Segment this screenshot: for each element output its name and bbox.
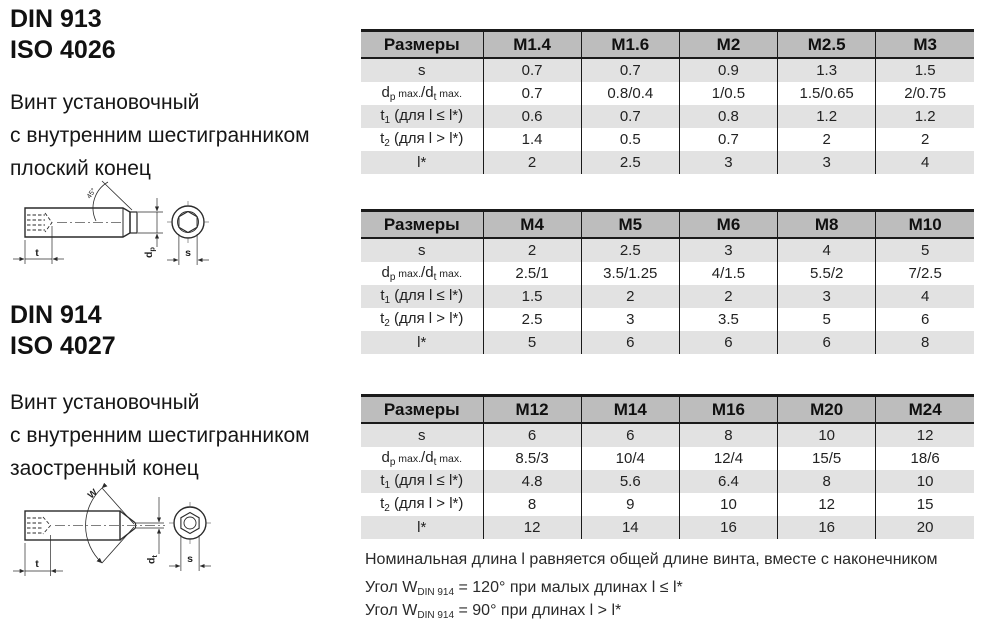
value-cell: 6 bbox=[778, 331, 876, 354]
size-column-header: M6 bbox=[679, 211, 777, 239]
text-part: (для l > l*) bbox=[389, 310, 464, 327]
value-cell: 1.4 bbox=[483, 128, 581, 151]
subscript: 1 bbox=[384, 480, 391, 491]
value-cell: 6 bbox=[876, 308, 974, 331]
value-cell: 4 bbox=[876, 285, 974, 308]
dimensions-header: Размеры bbox=[361, 211, 483, 239]
header-row bbox=[361, 31, 974, 59]
size-column-header: M5 bbox=[581, 211, 679, 239]
text-part: d bbox=[381, 84, 390, 101]
value-cell: 5 bbox=[778, 308, 876, 331]
subscript: DIN 914 bbox=[417, 587, 455, 598]
value-cell: 6.4 bbox=[679, 470, 777, 493]
subscript: t bbox=[433, 457, 437, 468]
size-column-header: M2 bbox=[679, 31, 777, 59]
point-diameter-label: $d_p$ bbox=[143, 246, 157, 258]
value-cell: 15/5 bbox=[778, 447, 876, 470]
table-row bbox=[361, 105, 974, 128]
size-column-header: M1.4 bbox=[483, 31, 581, 59]
hex-socket-outline bbox=[179, 212, 197, 233]
description-line: заостренный конец bbox=[10, 457, 199, 480]
value-cell: 0.5 bbox=[581, 128, 679, 151]
dimensions-table-large-sizes bbox=[361, 394, 974, 539]
text-part: (для l > l*) bbox=[389, 495, 464, 512]
row-label bbox=[361, 447, 483, 470]
cone-angle-label: W bbox=[85, 487, 100, 502]
value-cell: 1.5/0.65 bbox=[778, 82, 876, 105]
value-cell: 1.3 bbox=[778, 58, 876, 82]
value-cell: 3.5/1.25 bbox=[581, 262, 679, 285]
row-label bbox=[361, 423, 483, 447]
size-column-header: M3 bbox=[876, 31, 974, 59]
size-column-header: M2.5 bbox=[778, 31, 876, 59]
text-part: (для l ≤ l*) bbox=[390, 107, 464, 124]
value-cell: 4 bbox=[778, 238, 876, 262]
value-cell: 6 bbox=[581, 423, 679, 447]
row-label bbox=[361, 105, 483, 128]
row-label bbox=[361, 128, 483, 151]
screw-side-view bbox=[25, 511, 165, 540]
value-cell: 1.5 bbox=[876, 58, 974, 82]
centerline-ticks bbox=[169, 502, 211, 544]
text-part: max. bbox=[395, 453, 422, 465]
subscript: 1 bbox=[384, 295, 391, 306]
value-cell: 8 bbox=[778, 470, 876, 493]
screw-end-view bbox=[167, 201, 209, 243]
text-part: /d bbox=[421, 264, 434, 281]
description-line: Винт установочный bbox=[10, 91, 200, 114]
text-part: (для l ≤ l*) bbox=[390, 287, 464, 304]
text-part: s bbox=[418, 242, 426, 259]
socket-depth-label: t bbox=[35, 247, 39, 259]
value-cell: 2 bbox=[483, 238, 581, 262]
text-part: max. bbox=[395, 88, 422, 100]
value-cell: 8 bbox=[483, 493, 581, 516]
text-part: max. bbox=[436, 453, 463, 465]
header-row bbox=[361, 211, 974, 239]
din914-description bbox=[10, 386, 310, 485]
table-row bbox=[361, 82, 974, 105]
value-cell: 0.8/0.4 bbox=[581, 82, 679, 105]
dimensions-table-small-sizes bbox=[361, 29, 974, 174]
text-part: = 120° при малых длинах l ≤ l* bbox=[454, 579, 683, 596]
subscript: p bbox=[389, 92, 396, 103]
size-column-header: M4 bbox=[483, 211, 581, 239]
size-column-header: M1.6 bbox=[581, 31, 679, 59]
din914-drawing bbox=[5, 483, 245, 598]
value-cell: 7/2.5 bbox=[876, 262, 974, 285]
text-part: = 90° при длинах l > l* bbox=[454, 602, 622, 619]
row-label bbox=[361, 470, 483, 493]
text-part: Угол W bbox=[365, 579, 418, 596]
centerline-ticks bbox=[167, 201, 209, 243]
point-diameter-label: $d_t$ bbox=[145, 555, 159, 564]
text-part: d bbox=[381, 264, 390, 281]
value-cell: 2.5 bbox=[581, 151, 679, 174]
row-label bbox=[361, 151, 483, 174]
row-label bbox=[361, 82, 483, 105]
text-part: t bbox=[380, 107, 385, 124]
value-cell: 15 bbox=[876, 493, 974, 516]
value-cell: 2 bbox=[876, 128, 974, 151]
text-part: /d bbox=[421, 449, 434, 466]
value-cell: 12 bbox=[876, 423, 974, 447]
screw-side-view bbox=[25, 208, 137, 237]
size-column-header: M24 bbox=[876, 396, 974, 424]
iso-number: ISO 4027 bbox=[10, 332, 116, 360]
value-cell: 1.5 bbox=[483, 285, 581, 308]
subscript: 2 bbox=[384, 138, 390, 149]
table-row bbox=[361, 308, 974, 331]
value-cell: 2.5 bbox=[483, 308, 581, 331]
text-part: (для l ≤ l*) bbox=[390, 472, 464, 489]
text-part: /d bbox=[421, 84, 434, 101]
subscript: t bbox=[433, 92, 437, 103]
value-cell: 2.5/1 bbox=[483, 262, 581, 285]
table-row bbox=[361, 447, 974, 470]
value-cell: 6 bbox=[679, 331, 777, 354]
value-cell: 3 bbox=[581, 308, 679, 331]
row-label bbox=[361, 493, 483, 516]
value-cell: 14 bbox=[581, 516, 679, 539]
screw-end-view bbox=[169, 502, 211, 544]
subscript: t bbox=[433, 272, 437, 283]
text-part: l* bbox=[417, 154, 427, 171]
value-cell: 8 bbox=[876, 331, 974, 354]
row-label bbox=[361, 516, 483, 539]
table-row bbox=[361, 238, 974, 262]
value-cell: 3 bbox=[778, 151, 876, 174]
text-part: max. bbox=[395, 268, 422, 280]
size-column-header: M16 bbox=[679, 396, 777, 424]
value-cell: 5 bbox=[876, 238, 974, 262]
table-row bbox=[361, 151, 974, 174]
value-cell: 10/4 bbox=[581, 447, 679, 470]
description-line: Винт установочный bbox=[10, 391, 200, 414]
table-row bbox=[361, 516, 974, 539]
text-part: l* bbox=[417, 519, 427, 536]
value-cell: 16 bbox=[679, 516, 777, 539]
value-cell: 6 bbox=[483, 423, 581, 447]
value-cell: 0.9 bbox=[679, 58, 777, 82]
subscript: 2 bbox=[384, 503, 390, 514]
text-part: t bbox=[380, 130, 385, 147]
text-part: max. bbox=[436, 268, 463, 280]
description-line: плоский конец bbox=[10, 157, 151, 180]
value-cell: 12/4 bbox=[679, 447, 777, 470]
value-cell: 12 bbox=[483, 516, 581, 539]
table-row bbox=[361, 493, 974, 516]
value-cell: 0.7 bbox=[581, 58, 679, 82]
size-column-header: M20 bbox=[778, 396, 876, 424]
value-cell: 20 bbox=[876, 516, 974, 539]
chamfer-angle-annotation bbox=[93, 181, 132, 221]
text-part: s bbox=[418, 427, 426, 444]
row-label bbox=[361, 308, 483, 331]
dimensions-header: Размеры bbox=[361, 396, 483, 424]
row-label bbox=[361, 238, 483, 262]
value-cell: 5 bbox=[483, 331, 581, 354]
subscript: 1 bbox=[384, 115, 391, 126]
row-label bbox=[361, 262, 483, 285]
table-row bbox=[361, 128, 974, 151]
table-row bbox=[361, 285, 974, 308]
value-cell: 0.6 bbox=[483, 105, 581, 128]
note-angle-90 bbox=[365, 602, 621, 621]
value-cell: 18/6 bbox=[876, 447, 974, 470]
value-cell: 6 bbox=[581, 331, 679, 354]
subscript: p bbox=[389, 272, 396, 283]
value-cell: 12 bbox=[778, 493, 876, 516]
subscript: DIN 914 bbox=[417, 610, 455, 621]
value-cell: 1/0.5 bbox=[679, 82, 777, 105]
across-flats-label: s bbox=[187, 553, 193, 565]
value-cell: 9 bbox=[581, 493, 679, 516]
value-cell: 0.7 bbox=[483, 58, 581, 82]
value-cell: 4.8 bbox=[483, 470, 581, 493]
hex-socket-hidden-lines bbox=[27, 517, 51, 534]
value-cell: 10 bbox=[876, 470, 974, 493]
table-row bbox=[361, 423, 974, 447]
text-part: Угол W bbox=[365, 602, 418, 619]
value-cell: 2 bbox=[679, 285, 777, 308]
value-cell: 8 bbox=[679, 423, 777, 447]
din913-standards bbox=[10, 4, 116, 66]
text-part: t bbox=[380, 310, 385, 327]
value-cell: 0.8 bbox=[679, 105, 777, 128]
value-cell: 0.7 bbox=[581, 105, 679, 128]
row-label bbox=[361, 285, 483, 308]
dimensions-header: Размеры bbox=[361, 31, 483, 59]
value-cell: 10 bbox=[679, 493, 777, 516]
text-part: (для l > l*) bbox=[389, 130, 464, 147]
description-line: с внутренним шестигранником bbox=[10, 124, 310, 147]
value-cell: 1.2 bbox=[778, 105, 876, 128]
socket-depth-label: t bbox=[35, 558, 39, 570]
iso-number: ISO 4026 bbox=[10, 36, 116, 64]
across-flats-label: s bbox=[185, 247, 191, 259]
note-nominal-length: Номинальная длина l равняется общей длине винта, вместе с наконечником bbox=[365, 551, 938, 568]
din913-drawing bbox=[5, 168, 245, 283]
value-cell: 3 bbox=[778, 285, 876, 308]
note-angle-120 bbox=[365, 579, 683, 598]
text-part: max. bbox=[436, 88, 463, 100]
value-cell: 5.5/2 bbox=[778, 262, 876, 285]
dimensions-table-medium-sizes bbox=[361, 209, 974, 354]
chamfer-angle-label: 45° bbox=[85, 187, 98, 201]
subscript: p bbox=[389, 457, 396, 468]
value-cell: 2/0.75 bbox=[876, 82, 974, 105]
size-column-header: M8 bbox=[778, 211, 876, 239]
table-row bbox=[361, 58, 974, 82]
text-part: s bbox=[418, 62, 426, 79]
value-cell: 2 bbox=[581, 285, 679, 308]
value-cell: 4 bbox=[876, 151, 974, 174]
table-row bbox=[361, 331, 974, 354]
value-cell: 0.7 bbox=[483, 82, 581, 105]
dimension-dp bbox=[138, 198, 163, 247]
description-line: с внутренним шестигранником bbox=[10, 424, 310, 447]
text-part: t bbox=[380, 472, 385, 489]
size-column-header: M14 bbox=[581, 396, 679, 424]
text-part: d bbox=[381, 449, 390, 466]
subscript: 2 bbox=[384, 318, 390, 329]
value-cell: 0.7 bbox=[679, 128, 777, 151]
header-row bbox=[361, 396, 974, 424]
din914-standards bbox=[10, 300, 116, 362]
hex-socket-hidden-lines bbox=[27, 213, 52, 232]
value-cell: 2 bbox=[778, 128, 876, 151]
value-cell: 2.5 bbox=[581, 238, 679, 262]
value-cell: 3 bbox=[679, 238, 777, 262]
value-cell: 3 bbox=[679, 151, 777, 174]
row-label bbox=[361, 58, 483, 82]
value-cell: 1.2 bbox=[876, 105, 974, 128]
value-cell: 2 bbox=[483, 151, 581, 174]
row-label bbox=[361, 331, 483, 354]
size-column-header: M10 bbox=[876, 211, 974, 239]
value-cell: 3.5 bbox=[679, 308, 777, 331]
value-cell: 8.5/3 bbox=[483, 447, 581, 470]
text-part: l* bbox=[417, 334, 427, 351]
value-cell: 5.6 bbox=[581, 470, 679, 493]
value-cell: 4/1.5 bbox=[679, 262, 777, 285]
din-number: DIN 914 bbox=[10, 301, 102, 329]
value-cell: 10 bbox=[778, 423, 876, 447]
table-row bbox=[361, 470, 974, 493]
table-row bbox=[361, 262, 974, 285]
text-part: t bbox=[380, 495, 385, 512]
din-number: DIN 913 bbox=[10, 5, 102, 33]
value-cell: 16 bbox=[778, 516, 876, 539]
size-column-header: M12 bbox=[483, 396, 581, 424]
text-part: t bbox=[380, 287, 385, 304]
